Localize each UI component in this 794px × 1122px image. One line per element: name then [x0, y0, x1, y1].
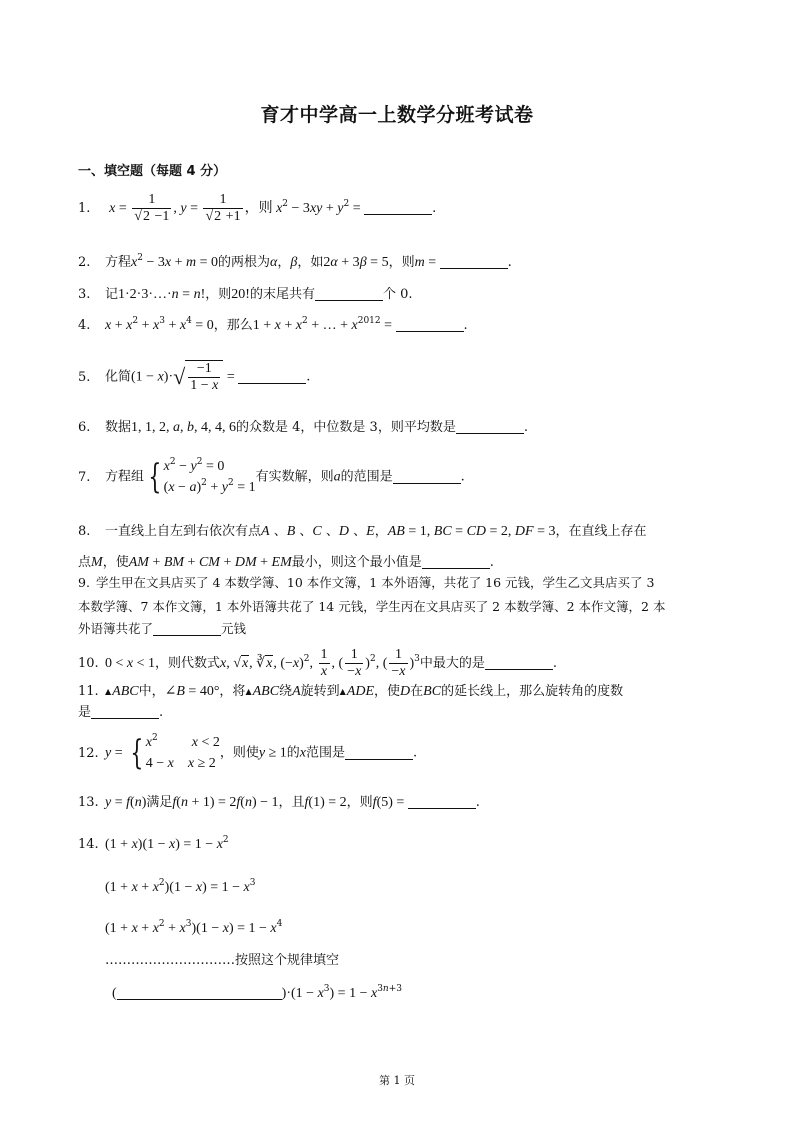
question-8: 8. 一直线上自左到右依次有点A 、B 、C 、D 、E，AB = 1, BC = CD = 2, DF = 3，在直线上存在	[78, 524, 647, 539]
answer-blank	[153, 621, 221, 636]
answer-blank	[422, 554, 490, 569]
question-14-line-2: $(1 + x + x^2)(1 - x) = 1 - x^3$	[105, 878, 256, 895]
answer-blank	[364, 200, 432, 215]
question-7: 7. 方程组 { $x^2 - y^2 = 0$ $(x - a)^2 + y^2 = 1$ 有实数解，则a的范围是 .	[78, 457, 465, 497]
answer-blank	[91, 704, 159, 719]
question-12: 12. y = { $x^2$ x < 2 4 − x x ≥ 2 ，则使y ≥ 1的x范围是 .	[78, 733, 418, 773]
question-14-line-3: $(1 + x + x^2 + x^3)(1 - x) = 1 - x^4$	[105, 919, 283, 936]
question-4: 4. $x + x^2 + x^3 + x^4 = 0$，那么$1 + x + x^2$ + … + $x^{2012}$ = .	[78, 316, 468, 333]
answer-blank	[396, 317, 464, 332]
page-footer: 第 1 页	[379, 1074, 415, 1087]
fraction: $\frac{1}{-x}$	[347, 647, 362, 679]
question-9: 9. 学生甲在文具店买了 4 本数学簿、10 本作文簿，1 本外语簿，共花了 16 元钱，学生乙文具店买了 3	[78, 575, 655, 590]
answer-blank	[315, 286, 383, 301]
answer-blank	[485, 655, 553, 670]
question-14-line-5: ( )$\cdot(1 - x^3) = 1 - x^{3n+3}$	[112, 984, 402, 1001]
question-11-line-2: 是 .	[78, 705, 164, 720]
answer-blank	[117, 985, 282, 1000]
page-title: 育才中学高一上数学分班考试卷	[260, 104, 534, 126]
question-9-line-3: 外语簿共花了 元钱	[78, 621, 247, 636]
question-10: 10. 0 < x < 1，则代数式x, √x, ∛x, $(-x)^2$, $\frac{1}{x}$ , ( $\frac{1}{-x}$ )$^2$, ( $\frac{1}{-x}$ )$^3$中最大的是 .	[78, 647, 558, 679]
answer-blank	[393, 469, 461, 484]
answer-blank	[238, 369, 306, 384]
question-5: 5. 化简(1 − x)·√ $\frac{-1}{1 - x}$ = .	[78, 361, 311, 393]
section-heading: 一、填空题（每题 4 分）	[78, 164, 227, 179]
fraction: $\frac{1}{x}$	[320, 647, 328, 679]
question-9-line-2: 本数学簿、7 本作文簿，1 本外语簿共花了 14 元钱，学生丙在文具店买了 2 本数学簿、2 本作文簿，2 本	[78, 599, 666, 614]
fraction: $\frac{1}{√2 -1}$	[134, 192, 170, 224]
answer-blank	[408, 794, 476, 809]
answer-blank	[345, 745, 413, 760]
question-14-instruction: …………………………按照这个规律填空	[105, 953, 340, 968]
question-6: 6. 数据1, 1, 2, a, b, 4, 4, 6的众数是 4，中位数是 3，则平均数是 .	[78, 420, 528, 435]
question-11: 11. ▲ABC中，∠B = 40°，将▲ABC绕A旋转到▲ADE，使D在BC的延长线上，那么旋转角的度数	[78, 684, 624, 699]
question-14: 14. $(1 + x)(1 - x) = 1 - x^2$	[78, 835, 229, 852]
question-1: 1. x = $\frac{1}{√2 -1}$ , y = $\frac{1}{√2 +1}$ ，则 $x^2 - 3xy + y^2$ = .	[78, 192, 437, 224]
fraction: $\frac{1}{-x}$	[391, 647, 406, 679]
answer-blank	[440, 254, 508, 269]
fraction: $\frac{1}{√2 +1}$	[205, 192, 241, 224]
question-3: 3. 记1·2·3·…·n = n!，则20!的末尾共有 个 0.	[78, 287, 413, 302]
question-13: 13. y = f(n)满足f(n + 1) = 2f(n) − 1，且f(1) = 2，则f(5) = .	[78, 795, 480, 810]
fraction: $\frac{-1}{1 - x}$	[190, 361, 219, 393]
answer-blank	[456, 419, 524, 434]
question-8-line-2: 点M，使AM + BM + CM + DM + EM最小，则这个最小值是 .	[78, 555, 494, 570]
question-2: 2. 方程$x^2 - 3x + m = 0$的两根为α，β，如2α + 3β = 5，则m = .	[78, 253, 512, 270]
